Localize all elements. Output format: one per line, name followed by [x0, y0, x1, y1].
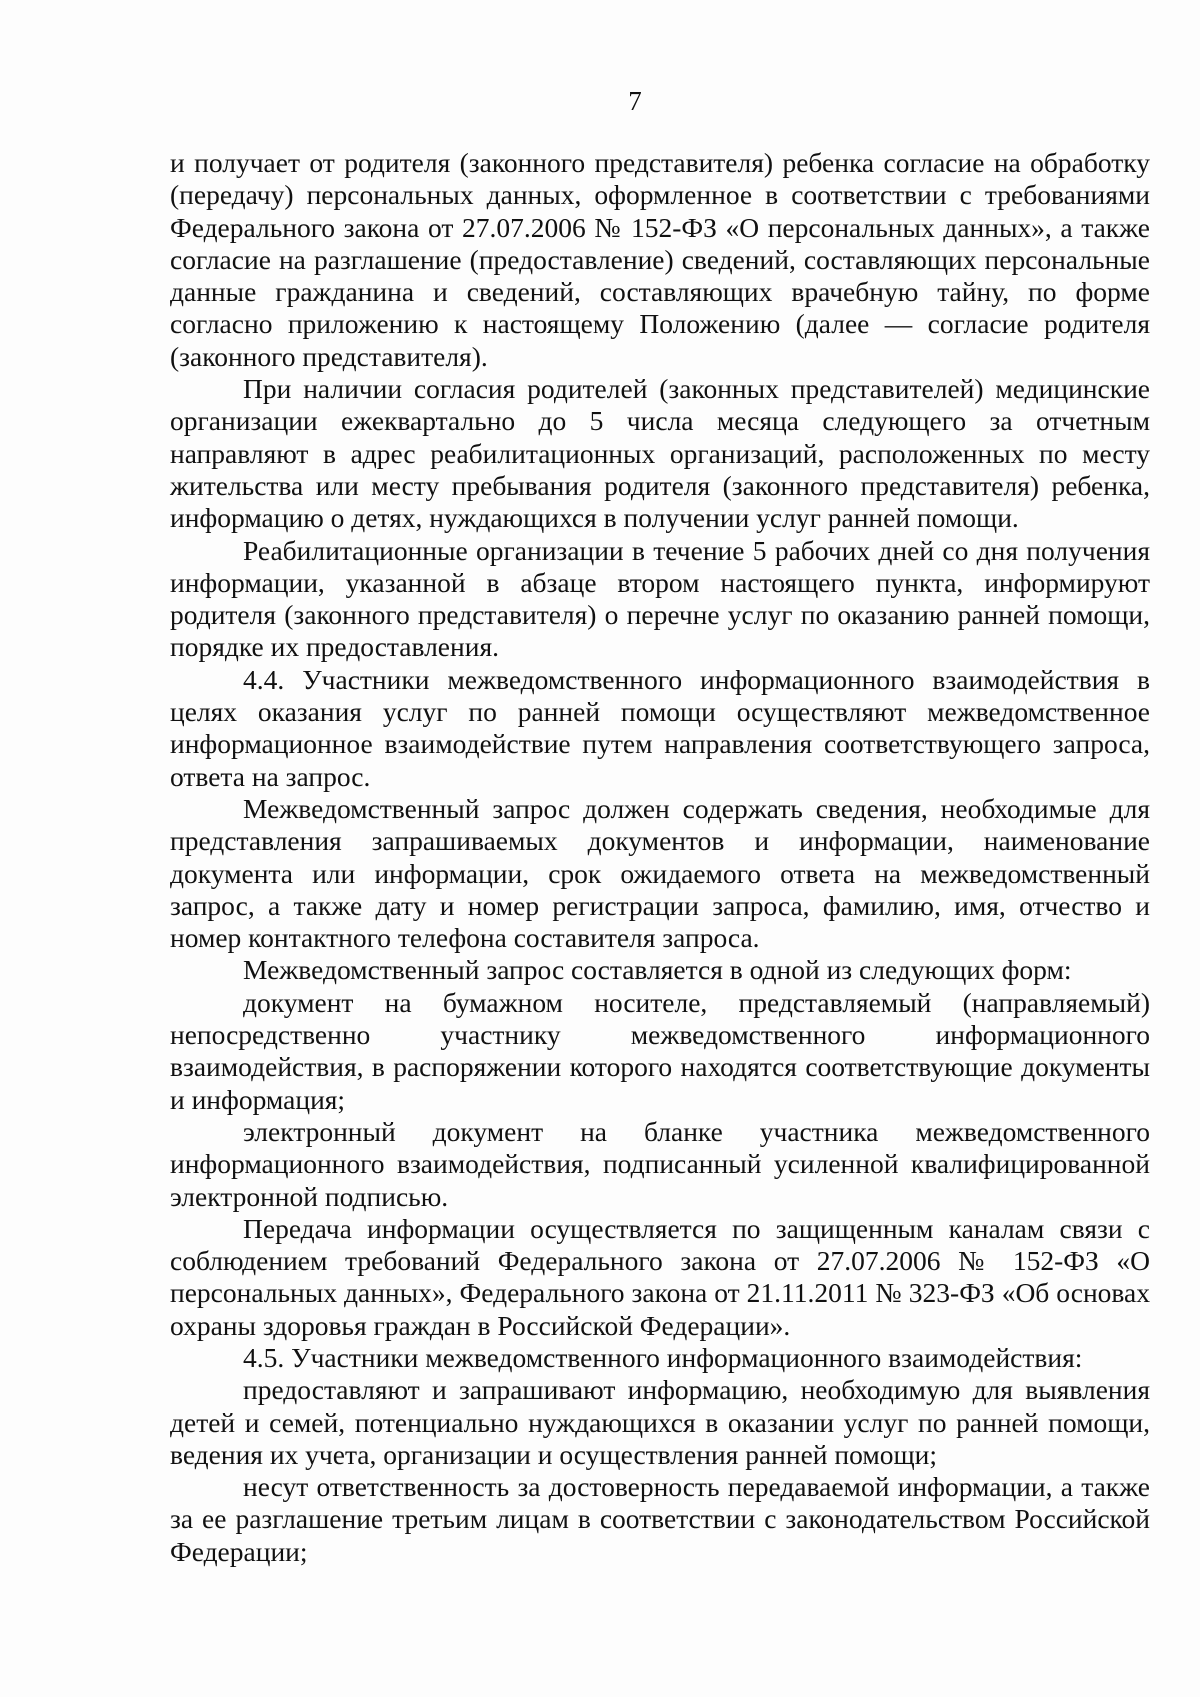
paragraph-section-4-4: 4.4. Участники межведомственного информационного взаимодействия в целях оказания услуг по ранней помощи осуществляют межведомственное информационное взаимодействие путем направления соответствующего запроса, ответа на запрос. — [170, 663, 1150, 792]
paragraph-section-4-5: 4.5. Участники межведомственного информационного взаимодействия: — [243, 1341, 1083, 1373]
paragraph-secure-transfer: Передача информации осуществляется по защищенным каналам связи с соблюдением требований Федерального закона от 27.07.2006 № 152-ФЗ «О персональных данных», Федерального закона от 21.11.2011 № 323-ФЗ «Об основах охраны здоровья граждан в Российской Федерации». — [170, 1212, 1150, 1341]
paragraph-consent-continuation: и получает от родителя (законного представителя) ребенка согласие на обработку (передачу) персональных данных, оформленное в соответствии с требованиями Федерального закона от 27.07.2006 № 152-ФЗ «О персональных данных», а также согласие на разглашение (предоставление) сведений, составляющих персональные данные гражданина и сведений, составляющих врачебную тайну, по форме согласно приложению к настоящему Положению (далее — согласие родителя (законного представителя). — [170, 147, 1150, 372]
paragraph-provide-information: предоставляют и запрашивают информацию, необходимую для выявления детей и семей, потенциально нуждающихся в оказании услуг по ранней помощи, ведения их учета, организации и осуществления ранней помощи; — [170, 1374, 1150, 1470]
page-number: 7 — [628, 86, 642, 116]
paragraph-paper-document: документ на бумажном носителе, представляемый (направляемый) непосредственно участнику межведомственного информационного взаимодействия, в распоряжении которого находятся соответствующие документы и информация; — [170, 986, 1150, 1115]
paragraph-medical-organizations: При наличии согласия родителей (законных представителей) медицинские организации ежеквартально до 5 числа месяца следующего за отчетным направляют в адрес реабилитационных организаций, расположенных по месту жительства или месту пребывания родителя (законного представителя) ребенка, информацию о детях, нуждающихся в получении услуг ранней помощи. — [170, 373, 1150, 534]
paragraph-responsibility: несут ответственность за достоверность передаваемой информации, а также за ее разглашение третьим лицам в соответствии с законодательством Российской Федерации; — [170, 1471, 1150, 1567]
paragraph-request-forms: Межведомственный запрос составляется в одной из следующих форм: — [243, 954, 1072, 986]
document-body — [170, 147, 1150, 1568]
paragraph-electronic-document: электронный документ на бланке участника межведомственного информационного взаимодействия, подписанный усиленной квалифицированной электронной подписью. — [170, 1115, 1150, 1212]
paragraph-request-contents: Межведомственный запрос должен содержать сведения, необходимые для представления запрашиваемых документов и информации, наименование документа или информации, срок ожидаемого ответа на межведомственный запрос, а также дату и номер регистрации запроса, фамилию, имя, отчество и номер контактного телефона составителя запроса. — [170, 792, 1150, 954]
paragraph-rehabilitation-organizations: Реабилитационные организации в течение 5 рабочих дней со дня получения информации, указанной в абзаце втором настоящего пункта, информируют родителя (законного представителя) о перечне услуг по оказанию ранней помощи, порядке их предоставления. — [170, 534, 1150, 663]
